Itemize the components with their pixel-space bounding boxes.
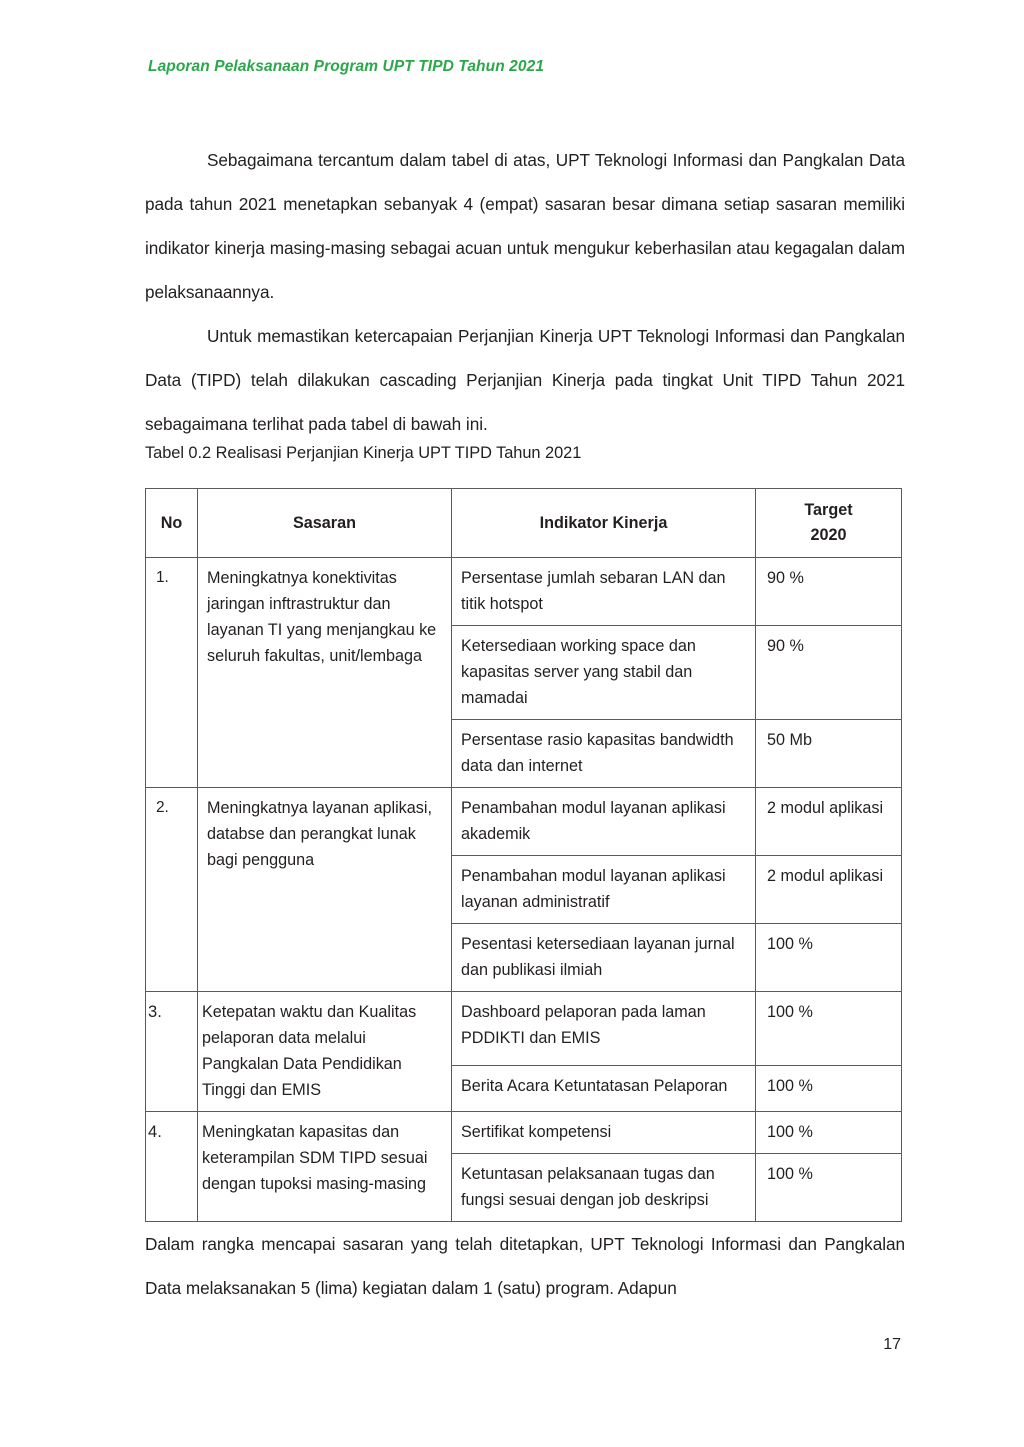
cell-no: 2.: [146, 788, 198, 992]
cell-sasaran: Meningkatnya konektivitas jaringan inftrastruktur dan layanan TI yang menjangkau ke seluruh fakultas, unit/lembaga: [198, 558, 452, 788]
cell-target: 90 %: [756, 558, 902, 626]
cell-indikator: Persentase jumlah sebaran LAN dan titik hotspot: [452, 558, 756, 626]
column-header-sasaran: Sasaran: [198, 489, 452, 558]
cell-indikator: Ketuntasan pelaksanaan tugas dan fungsi sesuai dengan job deskripsi: [452, 1154, 756, 1222]
cell-target: 90 %: [756, 626, 902, 720]
table-row: [146, 992, 902, 1066]
running-header-title: Laporan Pelaksanaan Program UPT TIPD Tahun 2021: [148, 58, 545, 75]
cell-target: 100 %: [756, 1066, 902, 1112]
cell-sasaran: Ketepatan waktu dan Kualitas pelaporan data melalui Pangkalan Data Pendidikan Tinggi dan EMIS: [198, 992, 452, 1112]
cell-indikator: Penambahan modul layanan aplikasi layanan administratif: [452, 856, 756, 924]
table-caption: Tabel 0.2 Realisasi Perjanjian Kinerja UPT TIPD Tahun 2021: [145, 444, 582, 462]
column-header-indikator: Indikator Kinerja: [452, 489, 756, 558]
cell-indikator: Sertifikat kompetensi: [452, 1112, 756, 1154]
cell-target: 100 %: [756, 1154, 902, 1222]
column-header-target-line1: Target: [804, 501, 853, 519]
page-number: 17: [883, 1336, 901, 1353]
cell-indikator: Dashboard pelaporan pada laman PDDIKTI dan EMIS: [452, 992, 756, 1066]
cell-target: 50 Mb: [756, 720, 902, 788]
cell-target: 100 %: [756, 992, 902, 1066]
paragraph-3: Dalam rangka mencapai sasaran yang telah ditetapkan, UPT Teknologi Informasi dan Pangkalan Data melaksanakan 5 (lima) kegiatan dalam 1 (satu) program. Adapun: [145, 1234, 905, 1298]
cell-indikator: Penambahan modul layanan aplikasi akademik: [452, 788, 756, 856]
column-header-target: [756, 489, 902, 558]
cell-no: 4.: [146, 1112, 198, 1222]
cell-indikator: Pesentasi ketersediaan layanan jurnal dan publikasi ilmiah: [452, 924, 756, 992]
cell-indikator: Ketersediaan working space dan kapasitas server yang stabil dan mamadai: [452, 626, 756, 720]
cell-no: 1.: [146, 558, 198, 788]
perjanjian-kinerja-table: [145, 488, 902, 1222]
cell-no: 3.: [146, 992, 198, 1112]
table-body: [146, 558, 902, 1222]
body-text-block: [145, 138, 905, 446]
column-header-no: No: [146, 489, 198, 558]
cell-target: 2 modul aplikasi: [756, 856, 902, 924]
cell-sasaran: Meningkatnya layanan aplikasi, databse dan perangkat lunak bagi pengguna: [198, 788, 452, 992]
cell-target: 100 %: [756, 924, 902, 992]
table-header-row: [146, 489, 902, 558]
cell-target: 2 modul aplikasi: [756, 788, 902, 856]
cell-indikator: Persentase rasio kapasitas bandwidth data dan internet: [452, 720, 756, 788]
column-header-target-line2: 2020: [810, 526, 847, 544]
paragraph-2: Untuk memastikan ketercapaian Perjanjian Kinerja UPT Teknologi Informasi dan Pangkalan Data (TIPD) telah dilakukan cascading Perjanjian Kinerja pada tingkat Unit TIPD Tahun 2021 sebagaimana terlihat pada tabel di bawah ini.: [145, 326, 905, 434]
body-text-block-bottom: [145, 1222, 905, 1310]
cell-indikator: Berita Acara Ketuntatasan Pelaporan: [452, 1066, 756, 1112]
cell-target: 100 %: [756, 1112, 902, 1154]
table-row: [146, 558, 902, 626]
paragraph-1: Sebagaimana tercantum dalam tabel di atas, UPT Teknologi Informasi dan Pangkalan Data pada tahun 2021 menetapkan sebanyak 4 (empat) sasaran besar dimana setiap sasaran memiliki indikator kinerja masing-masing sebagai acuan untuk mengukur keberhasilan atau kegagalan dalam pelaksanaannya.: [145, 150, 905, 302]
cell-sasaran: Meningkatan kapasitas dan keterampilan SDM TIPD sesuai dengan tupoksi masing-masing: [198, 1112, 452, 1222]
table-row: [146, 788, 902, 856]
table-row: [146, 1112, 902, 1154]
